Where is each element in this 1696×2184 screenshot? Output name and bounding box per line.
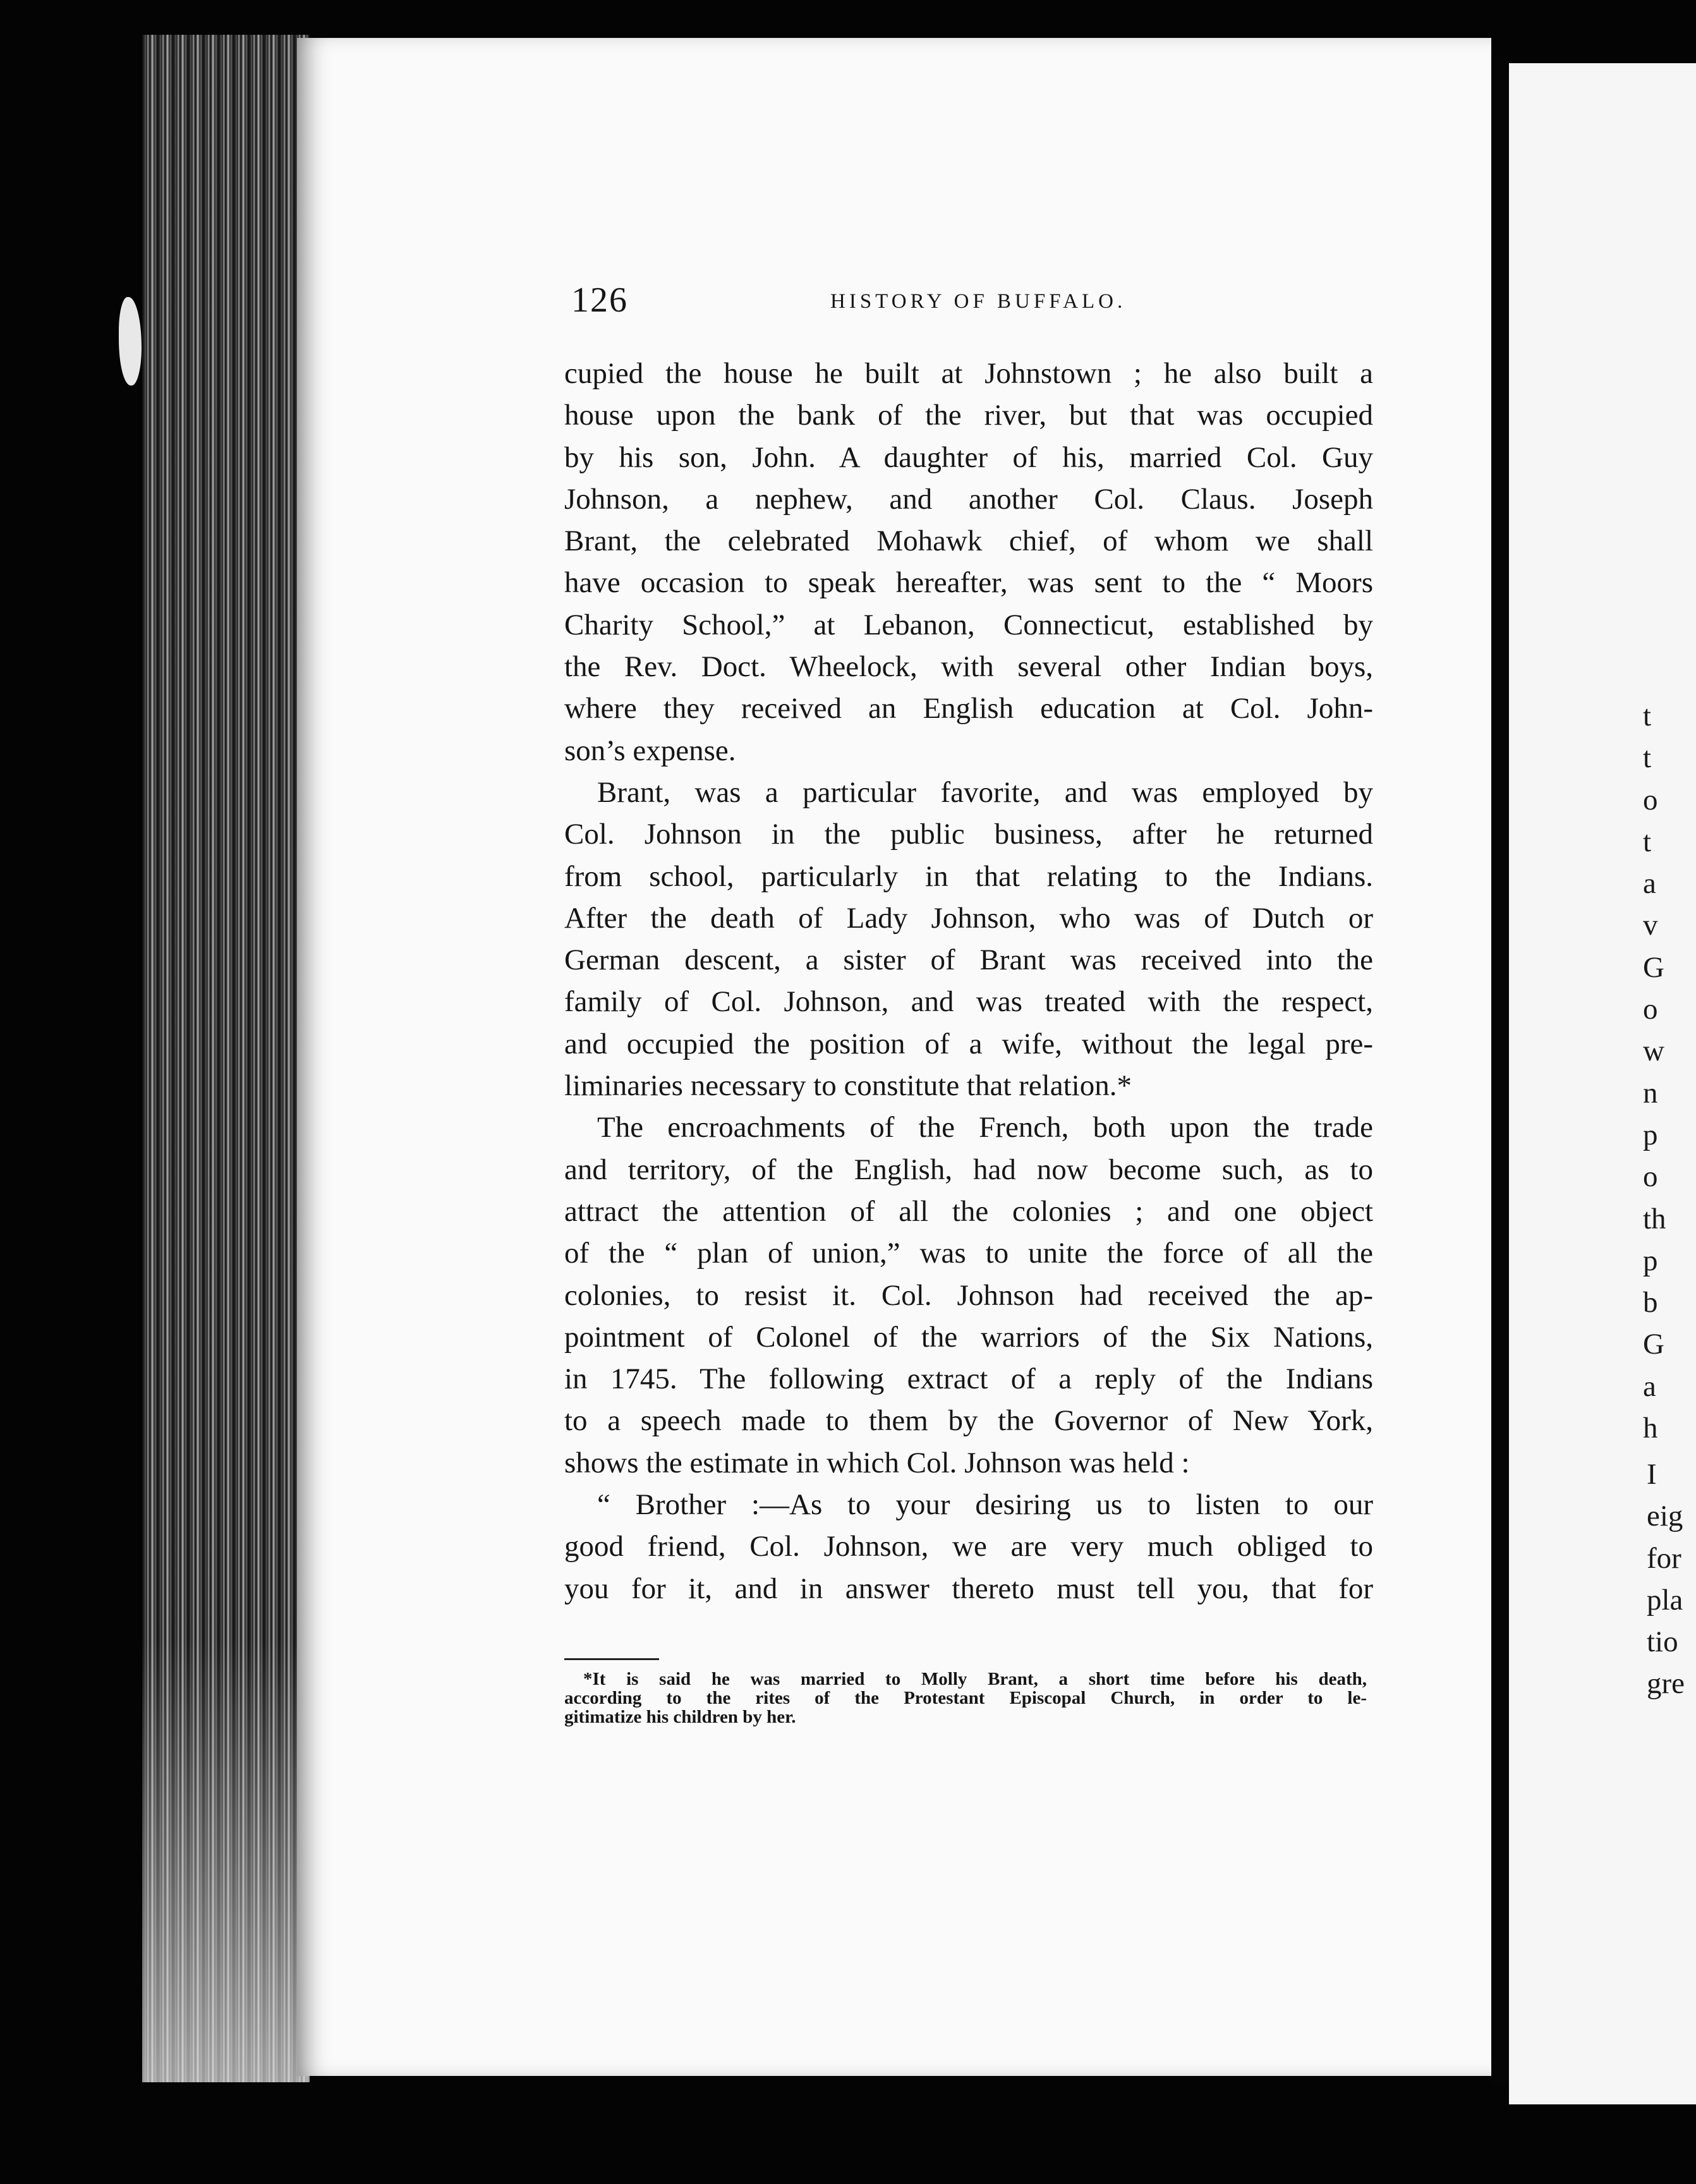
text-line: good friend, Col. Johnson, we are very much obliged to bbox=[564, 1530, 1373, 1563]
running-head bbox=[571, 280, 1367, 331]
text-line: German descent, a sister of Brant was received into the bbox=[564, 943, 1373, 977]
text-line: where they received an English education at Col. John- bbox=[564, 692, 1373, 725]
text-line: son’s expense. bbox=[564, 734, 736, 767]
text-line: After the death of Lady Johnson, who was of Dutch or bbox=[564, 901, 1373, 935]
facing-page-fragment: G bbox=[1643, 1328, 1664, 1361]
body-text bbox=[564, 353, 1373, 1610]
facing-page-fragment: h bbox=[1643, 1412, 1658, 1445]
text-line: cupied the house he built at Johnstown ; he also built a bbox=[564, 357, 1373, 390]
facing-page-fragment: for bbox=[1647, 1541, 1681, 1575]
text-line: from school, particularly in that relating to the Indians. bbox=[564, 859, 1373, 893]
text-line: pointment of Colonel of the warriors of the Six Nations, bbox=[564, 1320, 1373, 1354]
book-gutter bbox=[1491, 57, 1509, 2085]
text-line: in 1745. The following extract of a reply of the Indians bbox=[564, 1362, 1373, 1396]
facing-page-fragment: p bbox=[1643, 1118, 1658, 1151]
facing-page-fragment: t bbox=[1643, 825, 1652, 858]
text-line: and territory, of the English, had now become such, as to bbox=[564, 1153, 1373, 1186]
text-line: have occasion to speak hereafter, was sent to the “ Moors bbox=[564, 566, 1373, 600]
text-line: Col. Johnson in the public business, after he returned bbox=[564, 818, 1373, 851]
facing-page-fragment: w bbox=[1643, 1034, 1664, 1068]
footnote bbox=[564, 1670, 1367, 1726]
text-line: colonies, to resist it. Col. Johnson had received the ap- bbox=[564, 1278, 1373, 1312]
facing-page-fragment: o bbox=[1643, 783, 1658, 816]
text-line: you for it, and in answer thereto must tell you, that for bbox=[564, 1572, 1373, 1605]
facing-page-fragment: t bbox=[1643, 700, 1652, 732]
facing-page-fragment: o bbox=[1643, 993, 1658, 1026]
text-line: of the “ plan of union,” was to unite the force of all the bbox=[564, 1237, 1373, 1270]
facing-page-fragments bbox=[1643, 695, 1696, 1449]
footnote-line: according to the rites of the Protestant Episcopal Church, in order to le- bbox=[564, 1689, 1367, 1708]
facing-page-fragment: gre bbox=[1647, 1667, 1685, 1701]
facing-page-fragment: th bbox=[1643, 1202, 1666, 1235]
facing-page-fragment: I bbox=[1647, 1458, 1657, 1491]
text-line: and occupied the position of a wife, without the legal pre- bbox=[564, 1027, 1373, 1060]
facing-page-fragment: p bbox=[1643, 1244, 1658, 1277]
text-line: to a speech made to them by the Governor of New York, bbox=[564, 1404, 1373, 1438]
text-line: Charity School,” at Lebanon, Connecticut, established by bbox=[564, 608, 1373, 641]
text-line: family of Col. Johnson, and was treated with the respect, bbox=[564, 985, 1373, 1019]
facing-page-fragment: b bbox=[1643, 1286, 1658, 1320]
text-line: shows the estimate in which Col. Johnson was held : bbox=[564, 1446, 1190, 1479]
text-line: attract the attention of all the colonies ; and one object bbox=[564, 1194, 1373, 1228]
text-line: The encroachments of the French, both upon the trade bbox=[597, 1111, 1373, 1144]
footnote-line: *It is said he was married to Molly Brant, a short time before his death, bbox=[583, 1670, 1367, 1689]
text-line: “ Brother :—As to your desiring us to listen to our bbox=[597, 1488, 1373, 1522]
footnote-line: gitimatize his children by her. bbox=[564, 1708, 796, 1726]
text-line: the Rev. Doct. Wheelock, with several other Indian boys, bbox=[564, 650, 1373, 684]
text-line: Brant, was a particular favorite, and was employed by bbox=[597, 775, 1373, 809]
facing-page-fragments-lower bbox=[1647, 1453, 1696, 1705]
facing-page-fragment: pla bbox=[1647, 1583, 1683, 1617]
facing-page-fragment: G bbox=[1643, 950, 1664, 984]
text-line: by his son, John. A daughter of his, married Col. Guy bbox=[564, 440, 1373, 474]
book-page-edges bbox=[142, 35, 310, 2082]
text-line: liminaries necessary to constitute that relation.* bbox=[564, 1069, 1132, 1103]
text-line: Johnson, a nephew, and another Col. Claus. Joseph bbox=[564, 482, 1373, 516]
facing-page-fragment: tio bbox=[1647, 1625, 1678, 1659]
facing-page-fragment: a bbox=[1643, 867, 1656, 901]
facing-page-fragment: n bbox=[1643, 1076, 1658, 1110]
text-line: house upon the bank of the river, but that was occupied bbox=[564, 399, 1373, 432]
facing-page-fragment: v bbox=[1643, 909, 1658, 942]
footnote-rule bbox=[564, 1658, 659, 1660]
text-line: Brant, the celebrated Mohawk chief, of whom we shall bbox=[564, 525, 1373, 558]
page-number: 126 bbox=[571, 281, 628, 320]
facing-page-fragment: a bbox=[1643, 1369, 1656, 1403]
facing-page-fragment: eig bbox=[1647, 1500, 1683, 1533]
running-title: HISTORY OF BUFFALO. bbox=[830, 290, 1127, 313]
facing-page-fragment: o bbox=[1643, 1160, 1658, 1194]
facing-page-fragment: t bbox=[1643, 741, 1652, 775]
